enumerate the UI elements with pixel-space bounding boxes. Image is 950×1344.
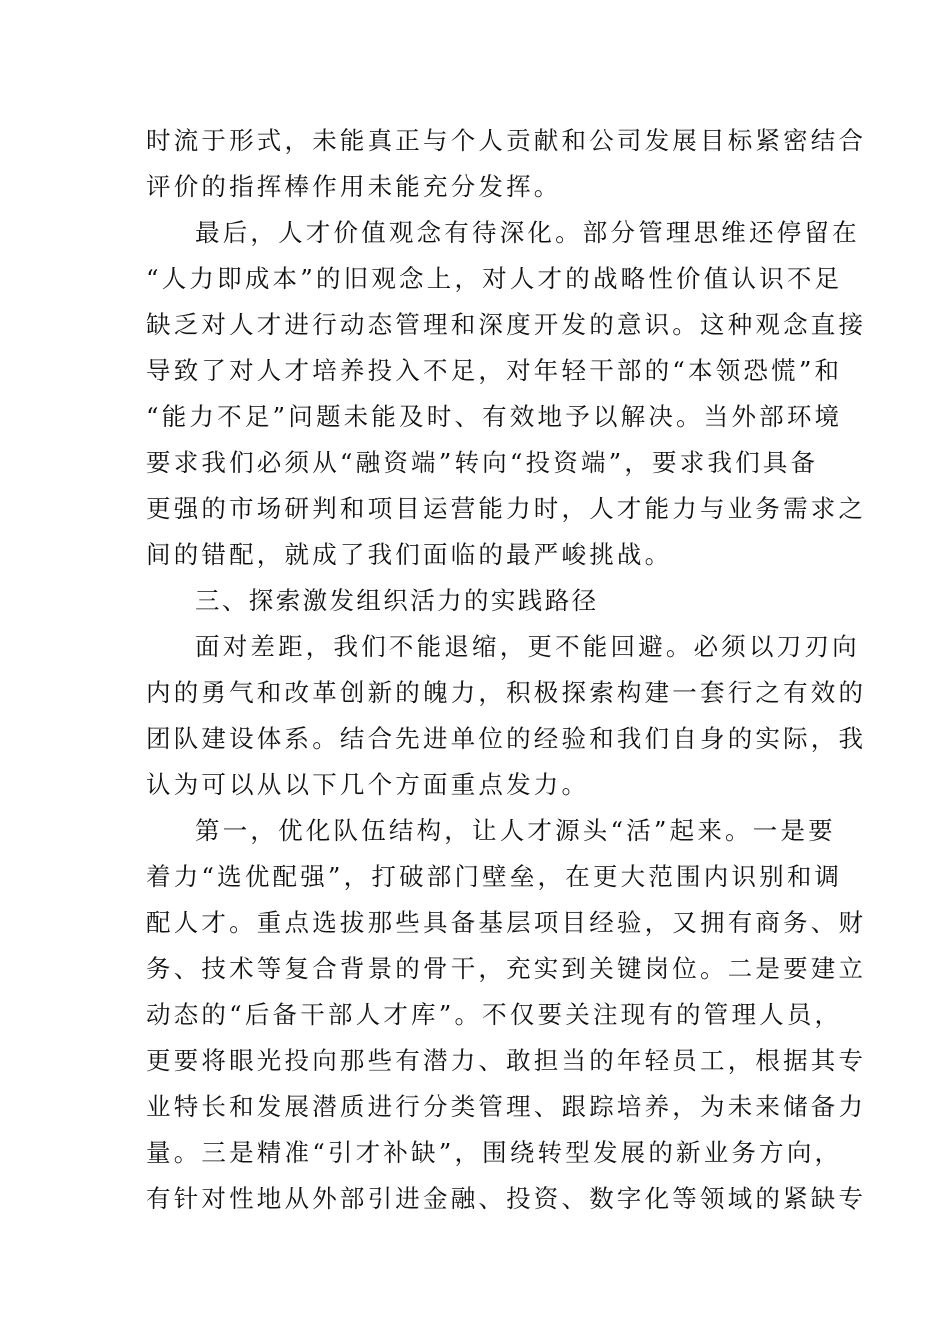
text-line: 间的错配，就成了我们面临的最严峻挑战。 (146, 540, 673, 569)
text-line: 着力“选优配强”，打破部门壁垒，在更大范围内识别和调 (146, 862, 843, 891)
text-line: 要求我们必须从“融资端”转向“投资端”，要求我们具备 (146, 448, 819, 477)
paragraph-start-line: 面对差距，我们不能退缩，更不能回避。必须以刀刃向 (195, 632, 860, 661)
text-line: 缺乏对人才进行动态管理和深度开发的意识。这种观念直接 (146, 310, 867, 339)
text-line: 时流于形式，未能真正与个人贡献和公司发展目标紧密结合 (146, 126, 867, 155)
text-line: 认为可以从以下几个方面重点发力。 (146, 770, 590, 799)
text-line: 更要将眼光投向那些有潜力、敢担当的年轻员工，根据其专 (146, 1046, 867, 1075)
text-line: “能力不足”问题未能及时、有效地予以解决。当外部环境 (146, 402, 843, 431)
paragraph-start-line: 最后，人才价值观念有待深化。部分管理思维还停留在 (195, 218, 860, 247)
text-line: 务、技术等复合背景的骨干，充实到关键岗位。二是要建立 (146, 954, 867, 983)
text-line: 团队建设体系。结合先进单位的经验和我们自身的实际，我 (146, 724, 867, 753)
text-line: 量。三是精准“引才补缺”，围绕转型发展的新业务方向， (146, 1138, 843, 1167)
text-line: 评价的指挥棒作用未能充分发挥。 (146, 172, 562, 201)
text-line: 内的勇气和改革创新的魄力，积极探索构建一套行之有效的 (146, 678, 867, 707)
text-line: 动态的“后备干部人才库”。不仅要关注现有的管理人员， (146, 1000, 843, 1029)
paragraph-start-line: 第一，优化队伍结构，让人才源头“活”起来。一是要 (195, 816, 836, 845)
text-line: “人力即成本”的旧观念上，对人才的战略性价值认识不足 (146, 264, 843, 293)
text-line: 更强的市场研判和项目运营能力时，人才能力与业务需求之 (146, 494, 867, 523)
text-line: 有针对性地从外部引进金融、投资、数字化等领域的紧缺专 (146, 1184, 867, 1213)
text-line: 配人才。重点选拔那些具备基层项目经验，又拥有商务、财 (146, 908, 867, 937)
section-heading: 三、探索激发组织活力的实践路径 (195, 586, 599, 615)
text-line: 业特长和发展潜质进行分类管理、跟踪培养，为未来储备力 (146, 1092, 867, 1121)
text-line: 导致了对人才培养投入不足，对年轻干部的“本领恐慌”和 (146, 356, 843, 385)
